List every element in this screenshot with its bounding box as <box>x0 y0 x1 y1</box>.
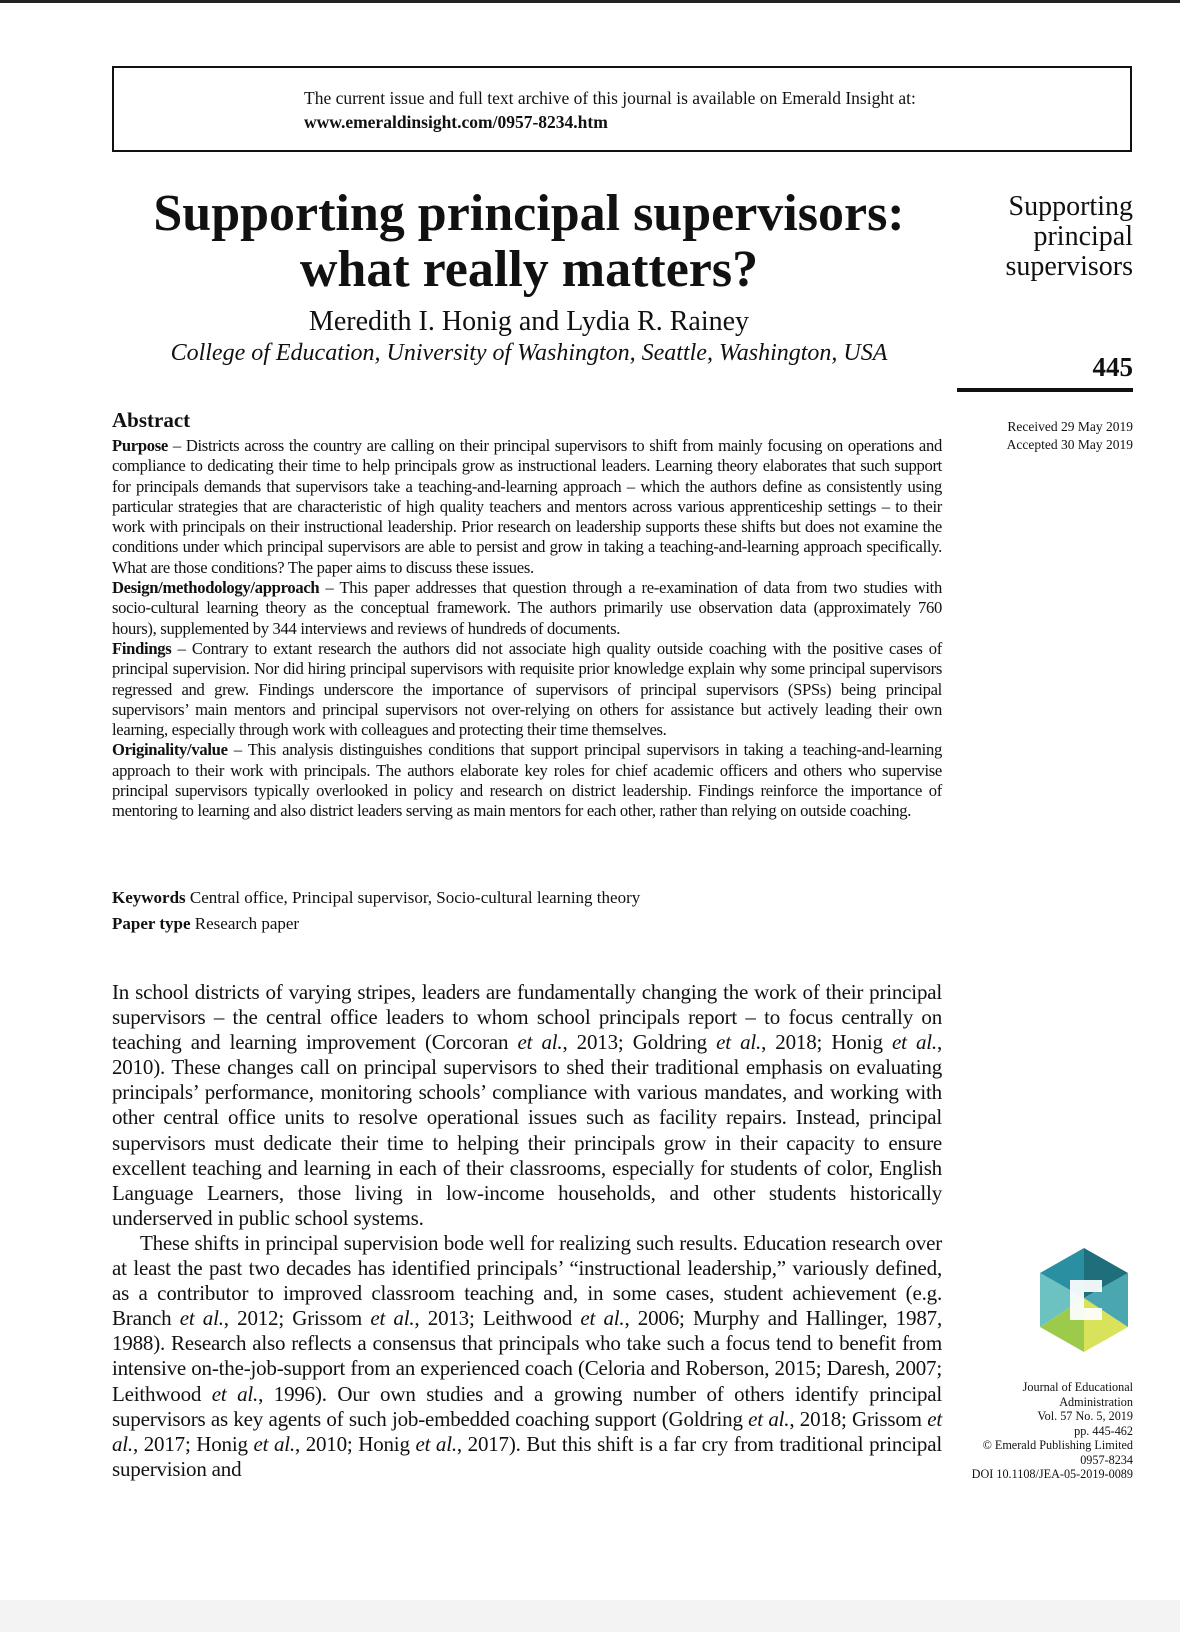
abstract-purpose <box>112 436 942 578</box>
text-run: , 1996). Our own studies and a growing number of others identify principal supervisors as key agents of such job-embedded coaching support (Goldring <box>112 1381 943 1431</box>
paper-type-text: Research paper <box>190 914 300 933</box>
journal-notice-box <box>112 66 1132 152</box>
text-run: , 2018; Grissom <box>789 1406 928 1431</box>
citation-etal: et al. <box>517 1030 563 1055</box>
journal-info-line: © Emerald Publishing Limited <box>982 1438 1133 1452</box>
purpose-text: – Districts across the country are calling on their principal supervisors to shift from mainly focusing on operations and compliance to dedicating their time to help principals grow as instructional leaders. Learning theory elaborates that such support for principals demands that supervisors take a teaching-and-learning approach – which the authors define as consistently using particular strategies that are characteristic of high quality teachers and mentors across various apprenticeship settings – to their work with principals on their instructional leadership. Prior research on leadership supports these shifts but does not examine the conditions under which principal supervisors are able to persist and grow in taking a teaching-and-learning approach specifically. What are those conditions? The paper aims to discuss these issues. <box>112 436 942 577</box>
journal-info-line: Vol. 57 No. 5, 2019 <box>1037 1409 1133 1423</box>
affiliation: College of Education, University of Washington, Seattle, Washington, USA <box>170 340 888 366</box>
running-title-line: Supporting <box>1008 191 1133 222</box>
citation-etal: et al. <box>748 1406 790 1431</box>
running-title-line: supervisors <box>1005 251 1133 282</box>
top-border <box>0 0 1180 3</box>
findings-label: Findings <box>112 638 172 658</box>
body-text <box>112 980 942 1482</box>
text-run: , 2018; Honig <box>761 1030 893 1055</box>
text-run: , 2010; Honig <box>294 1431 416 1456</box>
page-bottom-band <box>0 1600 1180 1632</box>
journal-info <box>950 1380 1133 1482</box>
purpose-label: Purpose <box>112 436 168 455</box>
design-text: – This paper addresses that question through a re-examination of data from two studies with socio-cultural learning theory as the conceptual framework. The authors primarily use observation data (approximately 760 hours), supplemented by 344 interviews and reviews of hundreds of documents. <box>112 578 942 638</box>
notice-url[interactable]: www.emeraldinsight.com/0957-8234.htm <box>304 112 608 132</box>
abstract-findings <box>112 639 942 740</box>
paper-type-label: Paper type <box>112 914 191 933</box>
notice-text: The current issue and full text archive of this journal is available on Emerald Insight at: <box>304 88 916 108</box>
journal-info-line: DOI 10.1108/JEA-05-2019-0089 <box>971 1467 1133 1481</box>
keywords <box>112 888 942 908</box>
citation-etal: et al. <box>179 1306 224 1331</box>
journal-info-line: Journal of Educational <box>1022 1380 1133 1394</box>
body-paragraph <box>112 980 942 1231</box>
originality-text: – This analysis distinguishes conditions that support principal supervisors in taking a teaching-and-learning approach to their work with principals. The authors elaborate key roles for chief academic officers and others who supervise principal supervisors typically overlooked in policy and research on district leadership. Findings reinforce the importance of mentoring to learning and also district leaders serving as main mentors for each other, rather than relying on outside coaching. <box>112 740 942 821</box>
citation-etal: et al. <box>112 1406 942 1456</box>
authors: Meredith I. Honig and Lydia R. Rainey <box>308 306 750 337</box>
text-run: , 2013; Leithwood <box>414 1306 581 1331</box>
citation-etal: et al. <box>370 1306 415 1331</box>
title-line-1: Supporting principal supervisors: <box>153 185 905 242</box>
text-run: In school districts of varying stripes, leaders are fundamentally changing the work of their principal supervisors – the central office leaders to whom school principals report – to focus centrally on teaching and learning improvement (Corcoran <box>112 980 942 1055</box>
journal-info-line: Administration <box>1059 1394 1133 1409</box>
citation-etal: et al. <box>716 1030 762 1055</box>
article-title <box>112 186 946 298</box>
abstract-body <box>112 436 942 822</box>
citation-etal: et al. <box>253 1431 295 1456</box>
keywords-label: Keywords <box>112 888 186 907</box>
journal-info-line: 0957-8234 <box>1080 1452 1133 1467</box>
page-number-rule <box>957 388 1133 392</box>
abstract-design <box>112 578 942 639</box>
received-date: Received 29 May 2019 <box>1007 419 1133 434</box>
text-run: , 2012; Grissom <box>223 1306 371 1331</box>
text-run: , 2017). But this shift is a far cry from traditional principal supervision and <box>112 1431 942 1481</box>
emerald-logo-icon <box>1036 1244 1132 1356</box>
text-run: , 2017; Honig <box>133 1431 254 1456</box>
accepted-date: Accepted 30 May 2019 <box>1006 437 1133 452</box>
text-run: , 2006; Murphy and Hallinger, 1987, 1988). Research also reflects a consensus that principals who take such a focus tend to benefit from intensive on-the-job-support from an experienced coach (Celoria and Roberson, 2015; Daresh, 2007; Leithwood <box>112 1306 942 1406</box>
running-title-line: principal <box>1033 221 1133 252</box>
body-paragraph <box>112 1231 942 1482</box>
text-run: These shifts in principal supervision bode well for realizing such results. Education research over at least the past two decades has identified principals’ “instructional leadership,” variously defined, as a contributor to improved classroom teaching and, in some cases, student achievement (e.g. Branch <box>112 1230 942 1331</box>
title-line-2: what really matters? <box>299 241 759 298</box>
citation-etal: et al. <box>892 1030 937 1055</box>
article-dates <box>950 418 1133 454</box>
abstract-heading: Abstract <box>112 408 191 432</box>
running-title <box>950 192 1133 282</box>
text-run: , 2013; Goldring <box>562 1030 717 1055</box>
findings-text: – Contrary to extant research the authors did not associate high quality outside coaching with the positive cases of principal supervision. Nor did hiring principal supervisors with requisite prior knowledge explain why some principal supervisors regressed and grew. Findings underscore the importance of supervisors of principal supervisors (SPSs) being principal supervisors’ main mentors and principal supervisors not over-relying on others for assistance but actively leading their own learning, especially through work with colleagues and protecting their time themselves. <box>112 638 942 740</box>
design-label: Design/methodology/approach <box>112 578 320 598</box>
keywords-text: Central office, Principal supervisor, Socio-cultural learning theory <box>185 888 641 907</box>
citation-etal: et al. <box>211 1381 259 1406</box>
citation-etal: et al. <box>415 1431 457 1456</box>
paper-type <box>112 914 942 934</box>
abstract-originality <box>112 740 942 821</box>
journal-info-line: pp. 445-462 <box>1074 1423 1133 1438</box>
citation-etal: et al. <box>580 1306 625 1331</box>
originality-label: Originality/value <box>112 740 228 760</box>
text-run: , 2010). These changes call on principal supervisors to shed their traditional emphasis on evaluating principals’ performance, monitoring schools’ compliance with various mandates, and working with other central office units to resolve operational issues such as facility repairs. Instead, principal supervisors must dedicate their time to helping their principals grow in their capacity to ensure excellent teaching and learning in each of their classrooms, especially for students of color, English Language Learners, those living in low-income households, and other students historically underserved in public school systems. <box>112 1030 943 1230</box>
page-number: 445 <box>1092 352 1133 382</box>
